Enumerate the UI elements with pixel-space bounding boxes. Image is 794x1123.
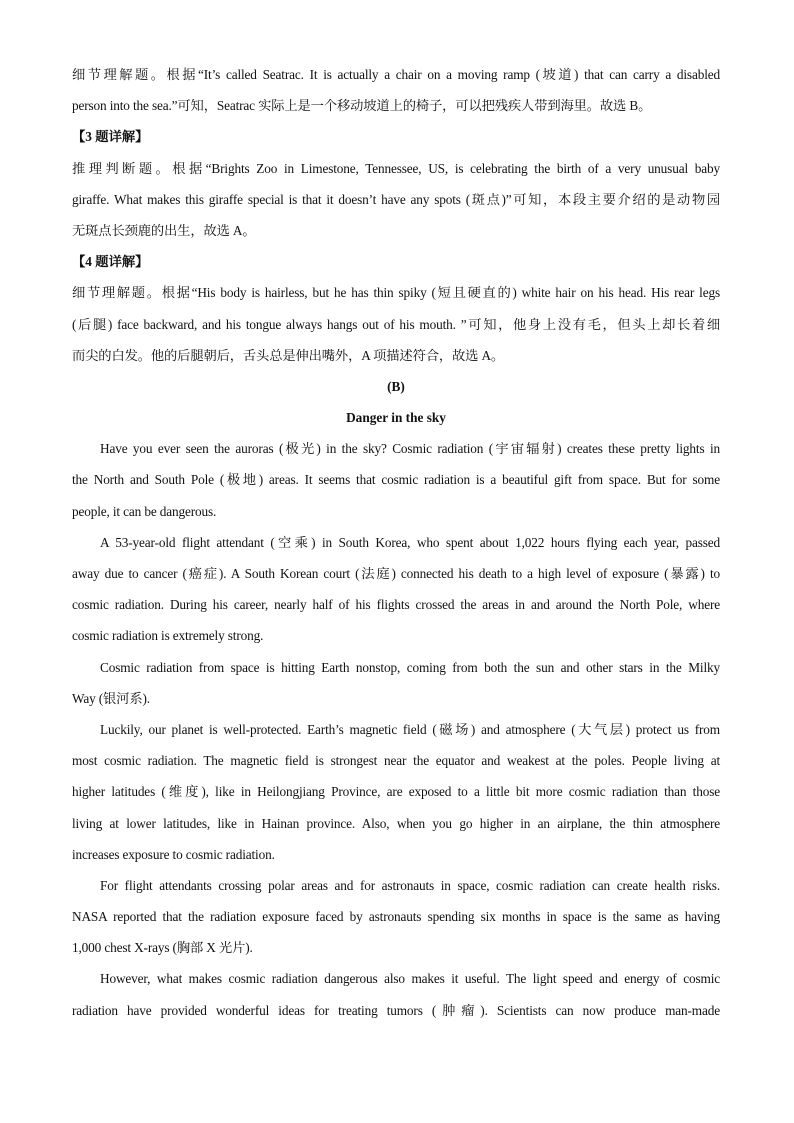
text-line: 细节理解题。根据“His body is hairless, but he has thin spiky (短且硬直的) white hair on his head. His rear legs (72, 285, 720, 301)
text-line: radiation have provided wonderful ideas for treating tumors (肿瘤). Scientists can now produce man-made (72, 1002, 720, 1018)
text-line: living at lower latitudes, like in Hainan province. Also, when you go higher in an airplane, the thin atmosphere (72, 815, 720, 831)
passage-paragraph (72, 652, 720, 714)
text-line: higher latitudes (维度), like in Heilongjiang Province, are exposed to a little bit more cosmic radiation than those (72, 784, 720, 800)
q4-explanation (72, 277, 720, 371)
text-line: Luckily, our planet is well-protected. Earth’s magnetic field (磁场) and atmosphere (大气层) protect us from (100, 721, 720, 737)
text-line: giraffe. What makes this giraffe special is that it doesn’t have any spots (斑点)”可知，本段主要介绍的是动物园 (72, 191, 720, 207)
text-line: cosmic radiation. During his career, nearly half of his flights crossed the areas in and around the North Pole, where (72, 597, 720, 613)
document-page (72, 59, 720, 1026)
text-line: For flight attendants crossing polar areas and for astronauts in space, cosmic radiation can create health risks. (100, 877, 720, 893)
q2-explanation (72, 59, 720, 121)
text-line: the North and South Pole (极地) areas. It seems that cosmic radiation is a beautiful gift from space. But for some (72, 472, 720, 488)
passage-paragraph (72, 714, 720, 870)
passage-title: Danger in the sky (346, 410, 446, 426)
passage-paragraph (72, 963, 720, 1025)
section-label: (B) (387, 378, 405, 394)
passage-paragraph (72, 870, 720, 964)
text-line: Have you ever seen the auroras (极光) in the sky? Cosmic radiation (宇宙辐射) creates these pretty lights in (100, 441, 720, 457)
q3-heading: 【3 题详解】 (72, 129, 149, 145)
text-line: 而尖的白发。他的后腿朝后，舌头总是伸出嘴外，A 项描述符合，故选 A。 (72, 347, 505, 363)
text-line: A 53-year-old flight attendant (空乘) in South Korea, who spent about 1,022 hours flying each year, passed (100, 534, 720, 550)
text-line: 无斑点长颈鹿的出生，故选 A。 (72, 222, 256, 238)
q4-heading: 【4 题详解】 (72, 254, 149, 270)
text-line: people, it can be dangerous. (72, 503, 217, 519)
passage-paragraph (72, 527, 720, 652)
text-line: 细节理解题。根据“It’s called Seatrac. It is actually a chair on a moving ramp (坡道) that can carry a disabled (72, 67, 720, 82)
text-line: most cosmic radiation. The magnetic field is strongest near the equator and weakest at the poles. People living at (72, 753, 720, 769)
text-line: However, what makes cosmic radiation dangerous also makes it useful. The light speed and energy of cosmic (100, 971, 720, 987)
text-line: NASA reported that the radiation exposure faced by astronauts spending six months in space is the same as having (72, 909, 720, 925)
q3-explanation (72, 153, 720, 247)
text-line: increases exposure to cosmic radiation. (72, 846, 275, 862)
text-line: Way (银河系). (72, 690, 150, 706)
text-line: (后腿) face backward, and his tongue always hangs out of his mouth. ”可知，他身上没有毛，但头上却长着细 (72, 316, 720, 332)
text-line: 1,000 chest X-rays (胸部 X 光片). (72, 940, 253, 956)
text-line: person into the sea.”可知，Seatrac 实际上是一个移动坡道上的椅子，可以把残疾人带到海里。故选 B。 (72, 98, 652, 114)
text-line: Cosmic radiation from space is hitting Earth nonstop, coming from both the sun and other stars in the Milky (100, 659, 720, 675)
text-line: away due to cancer (癌症). A South Korean court (法庭) connected his death to a high level of exposure (暴露) to (72, 566, 720, 581)
text-line: 推理判断题。根据“Brights Zoo in Limestone, Tennessee, US, is celebrating the birth of a very unusual baby (72, 160, 720, 176)
passage-paragraph (72, 433, 720, 527)
text-line: cosmic radiation is extremely strong. (72, 628, 264, 644)
